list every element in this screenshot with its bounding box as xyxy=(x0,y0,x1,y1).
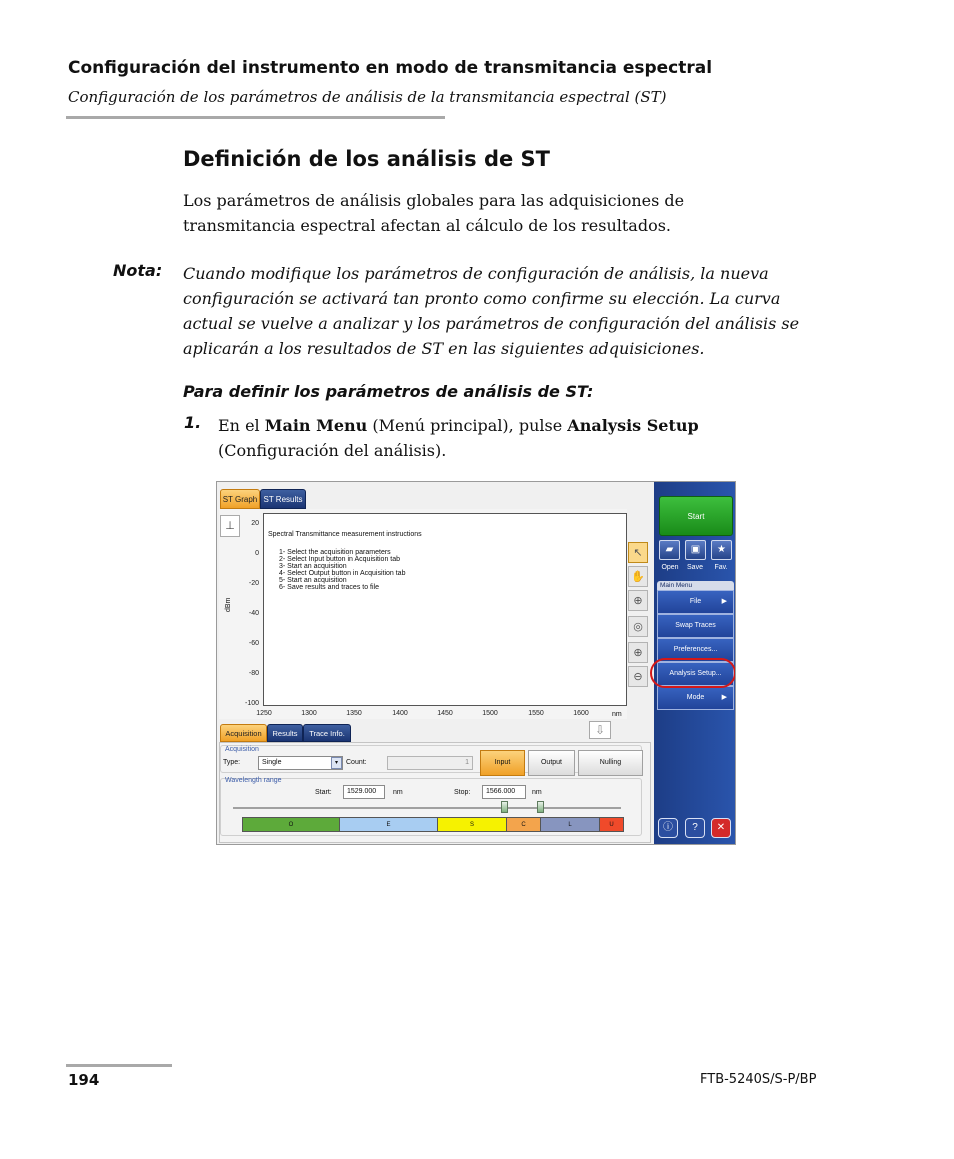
instruction-line: 5- Start an acquisition xyxy=(279,577,347,584)
procedure-title: Para definir los parámetros de análisis de ST: xyxy=(183,382,594,401)
y-tick: -20 xyxy=(248,580,259,587)
band-l: L xyxy=(540,817,600,832)
count-field[interactable]: 1 xyxy=(387,756,473,770)
info-icon[interactable]: ⓘ xyxy=(658,818,678,838)
menu-item-preferences[interactable]: Preferences... xyxy=(657,638,734,662)
slider-start-thumb[interactable] xyxy=(501,801,508,813)
input-button[interactable]: Input xyxy=(480,750,525,776)
intro-paragraph: Los parámetros de análisis globales para las adquisiciones de transmitancia espectral afectan al cálculo de los resultados. xyxy=(183,191,685,235)
pan-hand-icon[interactable]: ✋ xyxy=(628,566,648,587)
instructions-title: Spectral Transmittance measurement instructions xyxy=(268,531,422,538)
x-tick: 1250 xyxy=(256,710,272,717)
save-label[interactable]: Save xyxy=(687,564,703,571)
instruction-line: 6- Save results and traces to file xyxy=(279,584,379,591)
y-axis-label: dBm xyxy=(225,597,232,612)
band-s: S xyxy=(437,817,507,832)
acquisition-group-label: Acquisition xyxy=(225,746,259,753)
help-icon[interactable]: ? xyxy=(685,818,705,838)
y-tick: -40 xyxy=(248,610,259,617)
band-u: U xyxy=(599,817,624,832)
save-disk-icon[interactable]: ▣ xyxy=(685,540,706,560)
zoom-fit-icon[interactable]: ◎ xyxy=(628,616,648,637)
menu-item-mode[interactable] xyxy=(657,686,734,710)
x-tick: 1300 xyxy=(301,710,317,717)
start-wavelength-label: Start: xyxy=(315,789,332,796)
app-screenshot xyxy=(216,481,736,845)
section-heading: Definición de los análisis de ST xyxy=(183,147,550,171)
arrow-down-icon[interactable]: ⇩ xyxy=(589,721,611,739)
band-o: O xyxy=(242,817,340,832)
stop-wavelength-label: Stop: xyxy=(454,789,471,796)
wavelength-slider-track[interactable] xyxy=(233,807,621,809)
favorite-star-icon[interactable]: ★ xyxy=(711,540,732,560)
instruction-line: 3- Start an acquisition xyxy=(279,563,347,570)
step-text-part: En el xyxy=(218,416,265,435)
chevron-down-icon[interactable]: ▾ xyxy=(331,757,342,769)
chapter-title: Configuración del instrumento en modo de transmitancia espectral xyxy=(68,58,713,78)
header-divider xyxy=(66,116,445,119)
tab-results[interactable]: Results xyxy=(267,724,303,742)
start-unit: nm xyxy=(393,789,403,796)
pointer-tool-icon[interactable]: ↖ xyxy=(628,542,648,563)
zoom-in-icon[interactable]: ⊕ xyxy=(628,642,648,663)
stop-unit: nm xyxy=(532,789,542,796)
band-e: E xyxy=(339,817,438,832)
y-tick: 0 xyxy=(255,550,259,557)
type-label: Type: xyxy=(223,759,241,766)
footer-divider xyxy=(66,1064,172,1067)
x-tick: 1550 xyxy=(528,710,544,717)
main-menu-header: Main Menu xyxy=(657,581,734,591)
close-icon[interactable]: ✕ xyxy=(711,818,731,838)
open-folder-icon[interactable]: ▰ xyxy=(659,540,680,560)
slider-stop-thumb[interactable] xyxy=(537,801,544,813)
count-label: Count: xyxy=(346,759,367,766)
band-c: C xyxy=(506,817,541,832)
instructions-list xyxy=(279,549,405,591)
menu-item-file[interactable] xyxy=(657,590,734,614)
zoom-area-icon[interactable]: ⊕ xyxy=(628,590,648,611)
step-text-part: (Menú principal), pulse xyxy=(367,416,568,435)
zoom-out-icon[interactable]: ⊖ xyxy=(628,666,648,687)
note-text: Cuando modifique los parámetros de configuración de análisis, la nueva configuración se activará tan pronto como confirme su elección. La curva actual se vuelve a analizar y los parámetros de configuración del análisis se aplicarán a los resultados de ST en las siguientes adquisiciones. xyxy=(183,264,800,358)
x-tick: 1350 xyxy=(346,710,362,717)
instruction-line: 4- Select Output button in Acquisition tab xyxy=(279,570,406,577)
step-text xyxy=(218,413,778,463)
y-tick: -60 xyxy=(248,640,259,647)
highlight-circle xyxy=(650,658,736,688)
product-name: FTB-5240S/S-P/BP xyxy=(700,1072,817,1087)
tab-trace-info[interactable]: Trace Info. xyxy=(303,724,351,742)
y-tick: 20 xyxy=(251,520,259,527)
y-tick: -80 xyxy=(248,670,259,677)
tab-acquisition[interactable]: Acquisition xyxy=(220,724,267,742)
open-label[interactable]: Open xyxy=(661,564,679,571)
step-text-part: (Configuración del análisis). xyxy=(218,441,447,460)
x-axis-unit: nm xyxy=(612,711,622,718)
x-tick: 1400 xyxy=(392,710,408,717)
output-button[interactable]: Output xyxy=(528,750,575,776)
triangle-right-icon: ▶ xyxy=(721,694,727,701)
menu-item-swap-traces[interactable]: Swap Traces xyxy=(657,614,734,638)
step-main-menu-term: Main Menu xyxy=(264,416,368,435)
plot-frame xyxy=(263,513,627,706)
triangle-right-icon: ▶ xyxy=(721,598,727,605)
stop-wavelength-field[interactable]: 1566.000 xyxy=(482,785,526,799)
wavelength-range-label: Wavelength range xyxy=(225,777,282,784)
menu-item-label: File xyxy=(689,598,702,605)
step-number: 1. xyxy=(184,413,202,432)
start-button[interactable]: Start xyxy=(659,496,733,536)
step-analysis-setup-term: Analysis Setup xyxy=(567,416,699,435)
marker-tool-icon[interactable]: ⊥ xyxy=(220,515,240,537)
tab-st-results[interactable]: ST Results xyxy=(260,489,306,509)
x-tick: 1450 xyxy=(437,710,453,717)
start-wavelength-field[interactable]: 1529.000 xyxy=(343,785,385,799)
nulling-button[interactable]: Nulling xyxy=(578,750,643,776)
note-label: Nota: xyxy=(113,261,163,280)
menu-item-label: Mode xyxy=(686,694,705,701)
x-tick: 1600 xyxy=(573,710,589,717)
y-tick: -100 xyxy=(244,700,259,707)
x-tick: 1500 xyxy=(482,710,498,717)
instruction-line: 2- Select Input button in Acquisition tab xyxy=(279,556,401,563)
type-select[interactable]: Single xyxy=(258,756,343,770)
instruction-line: 1- Select the acquisition parameters xyxy=(279,549,391,556)
tab-st-graph[interactable]: ST Graph xyxy=(220,489,260,509)
section-subtitle: Configuración de los parámetros de análisis de la transmitancia espectral (ST) xyxy=(68,88,667,106)
page-number: 194 xyxy=(68,1071,100,1089)
menu-item-analysis-setup[interactable]: Analysis Setup... xyxy=(657,662,734,686)
fav-label[interactable]: Fav. xyxy=(714,564,728,571)
